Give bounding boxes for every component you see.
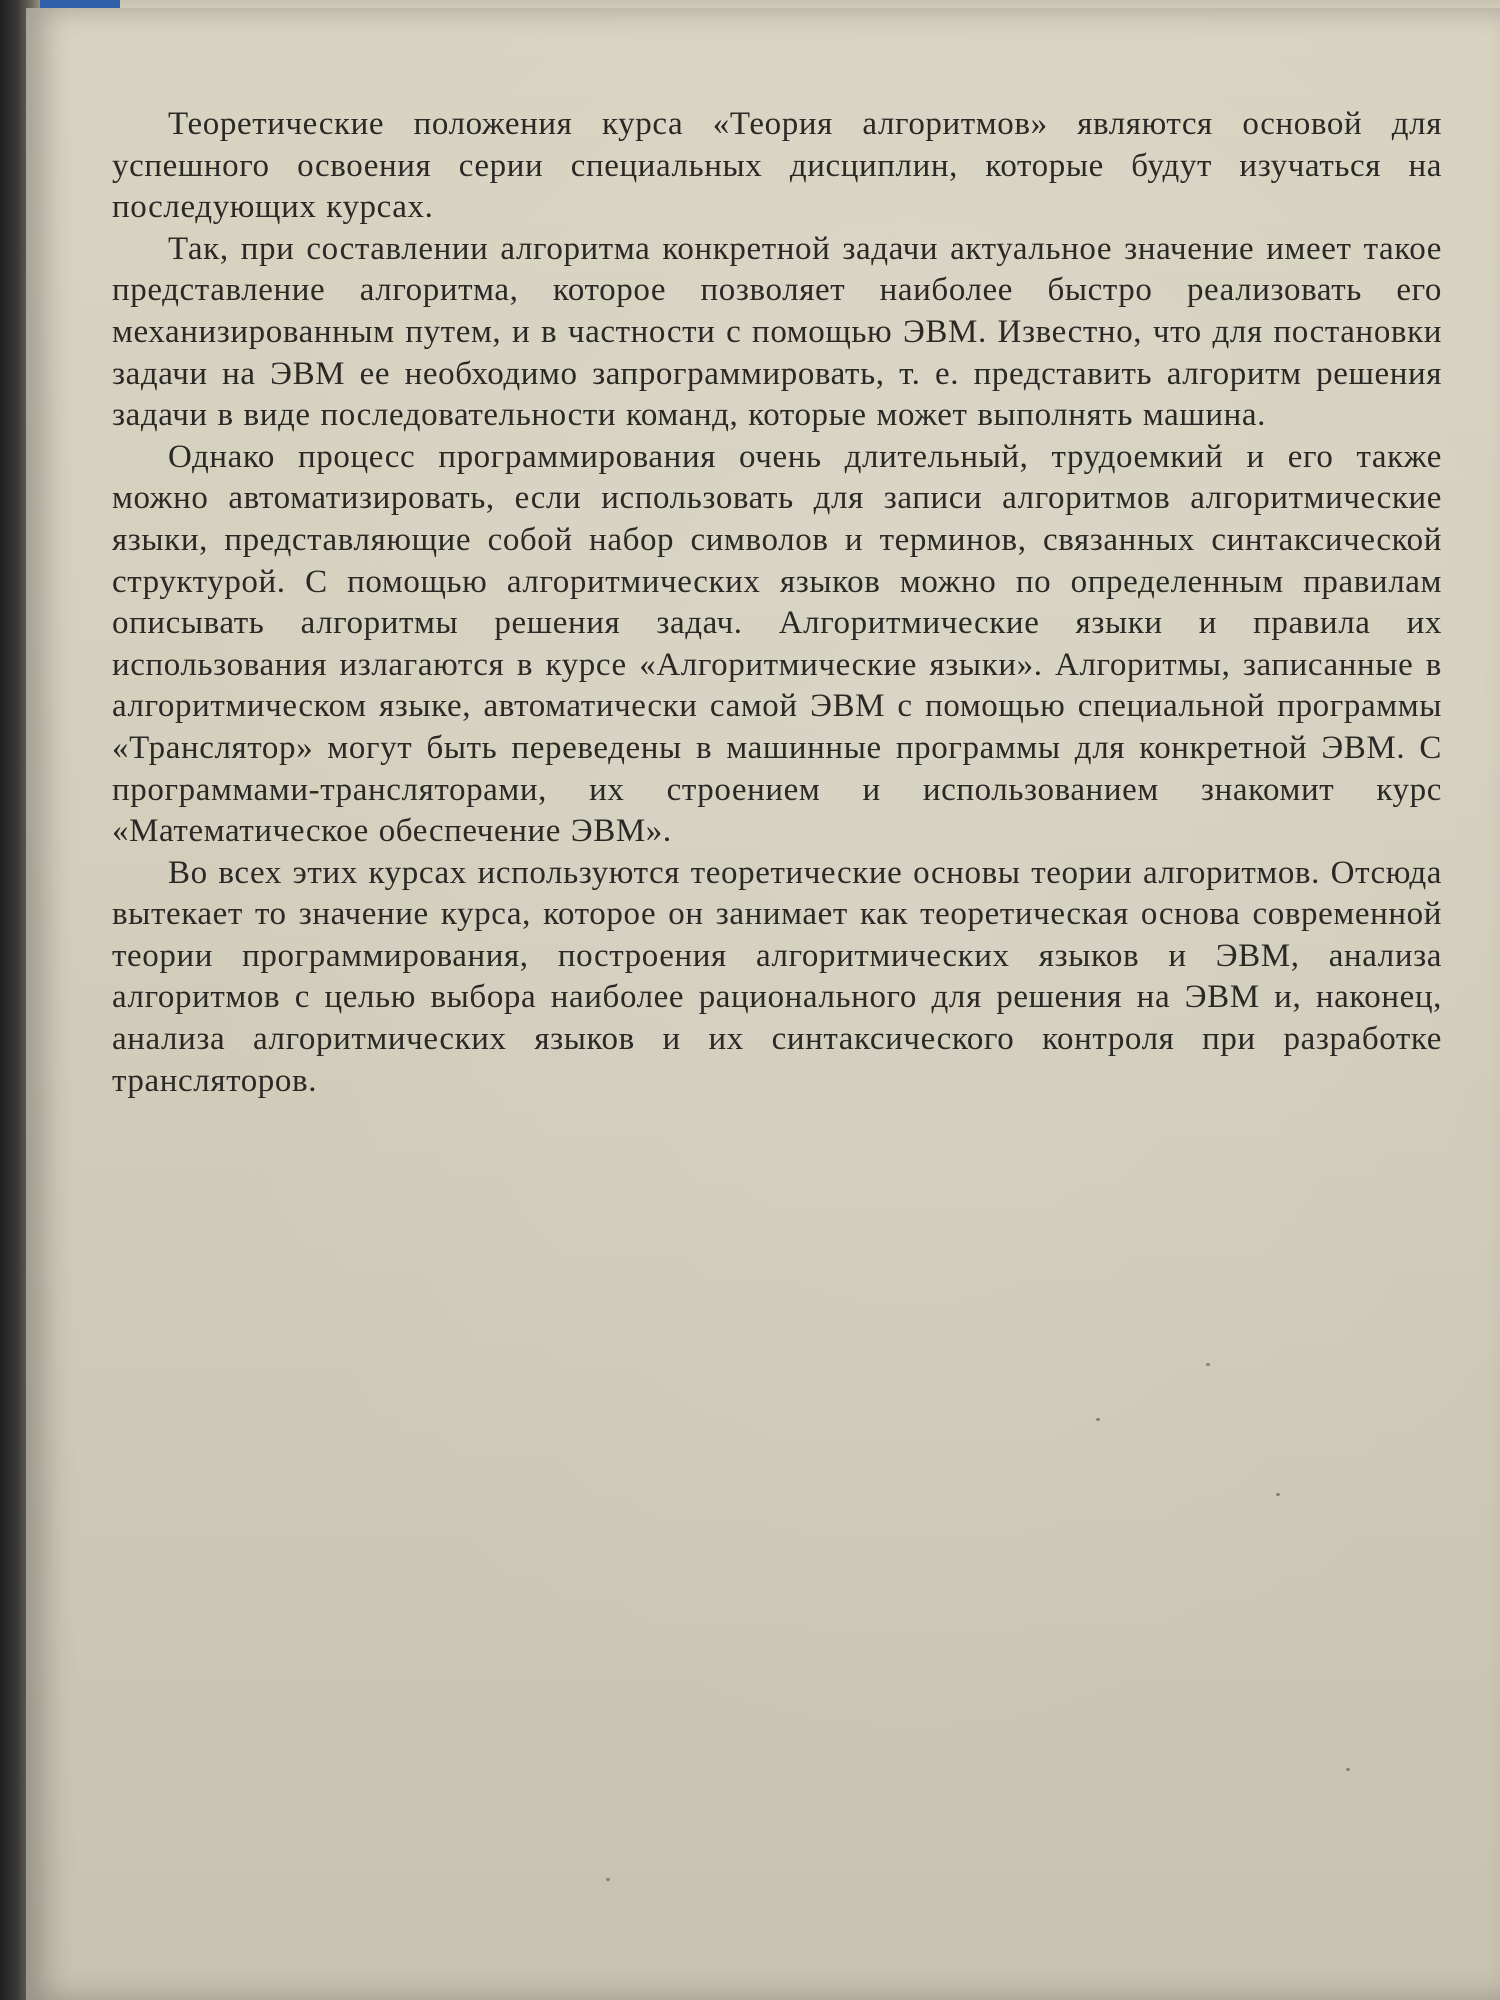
paragraph-3: Однако процесс программирования очень длительный, трудоемкий и его также можно автоматизировать, если использовать для записи алгоритмов алгоритмические языки, представляющие собой набор символов и терминов, связанных синтаксической структурой. С помощью алгоритмических языков можно по определенным правилам описывать алгоритмы решения задач. Алгоритмические языки и правила их использования излагаются в курсе «Алгоритмические языки». Алгоритмы, записанные в алгоритмическом языке, автоматически самой ЭВМ с помощью специальной программы «Транслятор» могут быть переведены в машинные программы для конкретной ЭВМ. С программами-трансляторами, их строением и использованием знакомит курс «Математическое обеспечение ЭВМ».	[112, 438, 1442, 850]
page-text	[112, 104, 1442, 1102]
book-page	[26, 8, 1500, 2000]
paper-speck	[1276, 1493, 1280, 1496]
paragraph-1: Теоретические положения курса «Теория алгоритмов» являются основой для успешного освоения серии специальных дисциплин, которые будут изучаться на последующих курсах.	[112, 106, 1442, 226]
paper-speck	[1206, 1363, 1210, 1366]
paper-speck	[606, 1878, 610, 1881]
paper-speck	[1096, 1418, 1100, 1421]
paragraph-2: Так, при составлении алгоритма конкретной задачи актуальное значение имеет такое представление алгоритма, которое позволяет наиболее быстро реализовать его механизированным путем, и в частности с помощью ЭВМ. Известно, что для постановки задачи на ЭВМ ее необходимо запрограммировать, т. е. представить алгоритм решения задачи в виде последовательности команд, которые может выполнять машина.	[112, 230, 1442, 434]
paragraph-4: Во всех этих курсах используются теоретические основы теории алгоритмов. Отсюда вытекает то значение курса, которое он занимает как теоретическая основа современной теории программирования, построения алгоритмических языков и ЭВМ, анализа алгоритмов с целью выбора наиболее рационального для решения на ЭВМ и, наконец, анализа алгоритмических языков и их синтаксического контроля при разработке трансляторов.	[112, 854, 1442, 1099]
paper-speck	[1346, 1768, 1350, 1771]
